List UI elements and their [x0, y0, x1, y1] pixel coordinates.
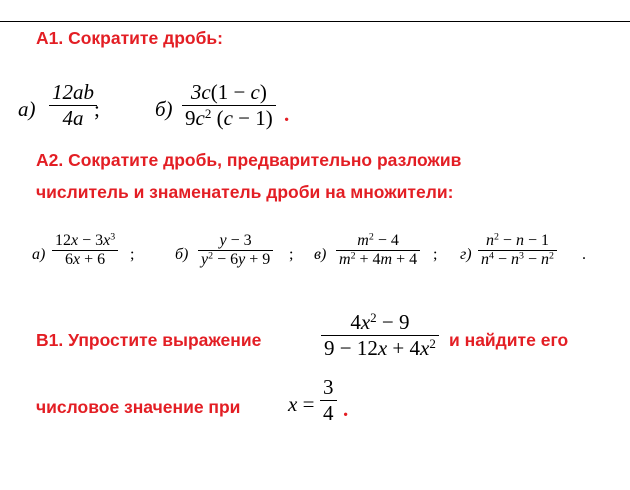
a2-g-denominator: $n^4 - n^3 - n^2$ — [481, 250, 554, 268]
top-rule — [0, 21, 630, 22]
a2-v-numerator: $m^2 - 4$ — [357, 231, 399, 249]
a2-g-label: г) — [460, 246, 472, 263]
a2-v-fraction — [336, 232, 420, 269]
b1-expression-denominator: $9 - 12x + 4x^2$ — [324, 335, 436, 360]
a2-a-separator: ; — [130, 246, 135, 263]
a1-b-label: б) — [155, 97, 173, 121]
a2-g-fraction — [478, 232, 557, 269]
b1-end-period: . — [343, 397, 349, 421]
a1-heading: А1. Сократите дробь: — [36, 28, 223, 48]
a1-a-numerator: 12ab — [52, 80, 94, 104]
a1-b-denominator: $9c^2$ (c − 1) — [185, 105, 273, 130]
a1-b-numerator: 3c(1 − c) — [190, 80, 267, 104]
a2-b-label: б) — [175, 246, 189, 263]
b1-heading-end: и найдите его — [449, 330, 569, 350]
a2-b-fraction — [198, 232, 273, 269]
a2-end-period: . — [582, 246, 586, 263]
b1-line2: числовое значение при — [36, 397, 241, 417]
a2-heading-line1: А2. Сократите дробь, предварительно разложив — [36, 150, 462, 170]
a2-v-denominator: $m^2 + 4m + 4$ — [339, 250, 418, 268]
a2-a-numerator: $12x - 3x^3$ — [55, 231, 116, 249]
b1-x-denominator: 4 — [323, 401, 334, 425]
b1-expression-fraction — [321, 310, 439, 361]
b1-x-equals: x = — [288, 392, 315, 416]
a2-b-numerator: y − 3 — [219, 232, 252, 249]
a2-b-separator: ; — [289, 246, 294, 263]
a1-b-fraction — [182, 80, 276, 131]
a2-g-numerator: $n^2 - n - 1$ — [485, 231, 549, 249]
a2-heading-line2: числитель и знаменатель дроби на множители: — [36, 182, 454, 202]
a2-a-fraction — [52, 232, 118, 269]
b1-expression-numerator: $4x^2 - 9$ — [350, 309, 410, 334]
a2-a-denominator: 6x + 6 — [65, 251, 106, 268]
b1-x-numerator: 3 — [323, 375, 334, 399]
a1-end-period: . — [284, 102, 290, 126]
a1-a-separator: ; — [94, 97, 100, 121]
a1-a-label: а) — [18, 97, 36, 121]
a2-b-denominator: $y^2 - 6y + 9$ — [201, 250, 271, 268]
a1-a-denominator: 4a — [62, 106, 84, 130]
a2-v-separator: ; — [433, 246, 438, 263]
a1-a-fraction — [49, 80, 97, 131]
b1-x-fraction — [320, 375, 337, 426]
a2-v-label: в) — [314, 246, 327, 263]
a2-a-label: а) — [32, 246, 46, 263]
b1-heading-start: В1. Упростите выражение — [36, 330, 262, 350]
